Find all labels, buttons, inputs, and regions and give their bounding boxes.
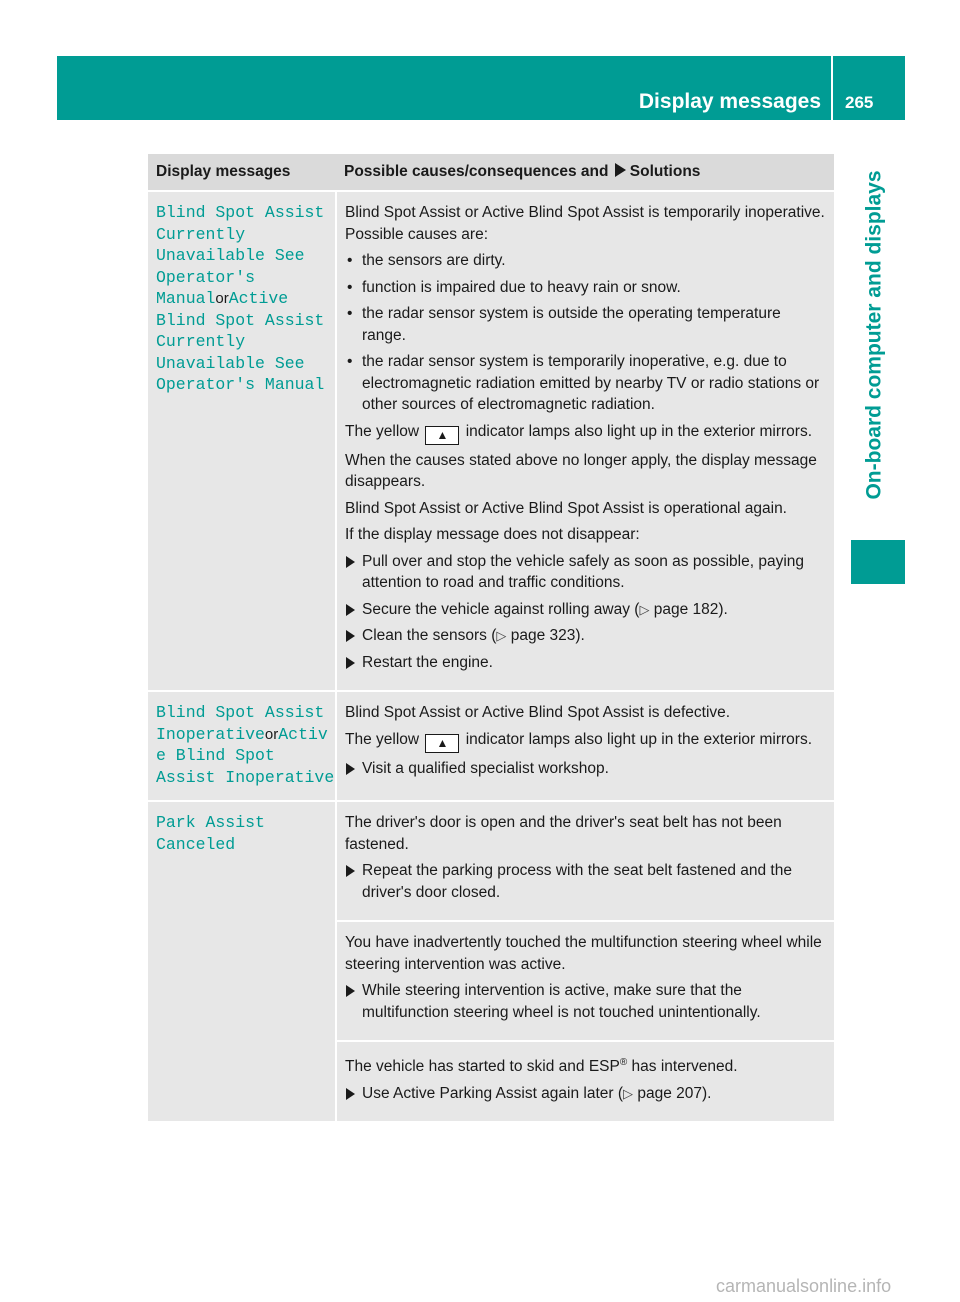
cause-bullet: • the radar sensor system is temporarily inoperative, e.g. due to electromagnetic radiation emitted by nearby TV or radio stations or other sources of electromagnetic radiation. — [345, 351, 826, 416]
message-line: e Blind Spot — [156, 746, 275, 765]
page-reference-arrow-icon: ▷ — [623, 1085, 634, 1101]
blind-spot-warning-icon: ▲ — [425, 426, 459, 445]
instruction-step — [345, 1083, 826, 1105]
indicator-note — [345, 421, 826, 445]
col-header-causes-label: Possible causes/consequences and — [344, 163, 609, 180]
message-line: Assist Inoperative — [156, 767, 335, 787]
instruction-step: Restart the engine. — [345, 652, 826, 674]
message-cell — [148, 691, 336, 801]
page-number: 265 — [845, 93, 874, 112]
display-message-text — [156, 702, 335, 788]
instruction-step: Visit a qualified specialist workshop. — [345, 758, 826, 780]
indicator-note — [345, 729, 826, 753]
display-message-text — [156, 812, 327, 855]
page-reference-arrow-icon: ▷ — [496, 628, 507, 643]
message-line: Operator's — [156, 267, 256, 287]
message-line: Blind Spot Assist — [156, 203, 325, 222]
side-chapter-label: On-board computer and displays — [863, 170, 886, 500]
message-line: Operator's Manual — [156, 375, 325, 394]
causes-cell — [336, 691, 834, 801]
page-header-bar — [57, 56, 905, 120]
message-fragment: Activ — [278, 724, 328, 744]
not-disappear-note: If the display message does not disappear: — [345, 526, 640, 543]
message-line — [156, 724, 327, 746]
instruction-step — [345, 599, 826, 621]
causes-cell — [336, 1041, 834, 1122]
registered-mark: ® — [619, 1057, 628, 1068]
instruction-step: Repeat the parking process with the seat belt fastened and the driver's door closed. — [345, 860, 826, 903]
causes-cell — [336, 801, 834, 921]
cause-text-pre: The vehicle has started to skid and ESP — [345, 1058, 620, 1076]
instruction-step: While steering intervention is active, make sure that the multifunction steering wheel is not touched unintentionally. — [345, 980, 826, 1023]
message-cell — [148, 801, 336, 1122]
message-line: Blind Spot Assist — [156, 310, 325, 330]
message-fragment: Inoperative — [156, 724, 265, 744]
header-divider — [831, 56, 833, 120]
message-line: Canceled — [156, 834, 236, 854]
table-row — [148, 191, 834, 691]
causes-cell — [336, 921, 834, 1041]
display-message-text — [156, 202, 327, 396]
indicator-note-post: indicator lamps also light up in the exterior mirrors. — [465, 730, 813, 748]
cause-text: You have inadvertently touched the multifunction steering wheel while steering intervention was active. — [345, 934, 822, 973]
indicator-note-pre: The yellow — [345, 422, 420, 440]
blind-spot-warning-icon: ▲ — [425, 734, 459, 753]
message-fragment: Active — [228, 289, 289, 308]
table-row — [148, 691, 834, 801]
message-or: or — [264, 725, 279, 743]
cause-text — [345, 1052, 826, 1078]
message-line: Blind Spot Assist — [156, 703, 325, 722]
watermark-text: carmanualsonline.info — [716, 1276, 892, 1296]
operational-note: Blind Spot Assist or Active Blind Spot Assist is operational again. — [345, 499, 787, 517]
col-header-solutions-label: Solutions — [629, 163, 701, 180]
col-header-messages: Display messages — [148, 154, 336, 191]
message-or: or — [215, 290, 229, 307]
page-reference-link[interactable]: page 207). — [637, 1084, 712, 1102]
step-text: Use Active Parking Assist again later ( — [362, 1084, 624, 1102]
instruction-step — [345, 625, 826, 647]
message-line: Unavailable See — [156, 246, 305, 265]
cause-text: The driver's door is open and the driver's seat belt has not been fastened. — [345, 814, 782, 853]
col-header-causes — [336, 154, 834, 191]
cause-bullet: • the sensors are dirty. — [345, 250, 826, 272]
cause-text-post: has intervened. — [631, 1058, 738, 1076]
page-section-title: Display messages — [638, 90, 821, 113]
side-thumb-marker — [851, 540, 905, 584]
causes-cell — [336, 191, 834, 691]
instruction-step: Pull over and stop the vehicle safely as soon as possible, paying attention to road and traffic conditions. — [345, 551, 826, 594]
page-reference-link[interactable]: page 323). — [510, 627, 585, 644]
message-fragment: Manual — [156, 289, 216, 308]
step-text: Clean the sensors ( — [362, 627, 497, 644]
message-line: Currently — [156, 224, 246, 244]
side-chapter-tab — [845, 130, 905, 540]
indicator-note-post: indicator lamps also light up in the exterior mirrors. — [465, 422, 813, 440]
cause-bullet: • function is impaired due to heavy rain or snow. — [345, 277, 826, 299]
message-line: Currently — [156, 332, 246, 351]
disappear-note: When the causes stated above no longer apply, the display message disappears. — [345, 451, 817, 490]
defective-note: Blind Spot Assist or Active Blind Spot Assist is defective. — [345, 704, 731, 721]
table-header-row — [148, 154, 834, 191]
page-reference-link[interactable]: page 182). — [653, 600, 728, 618]
cause-intro: Blind Spot Assist or Active Blind Spot Assist is temporarily inoperative. Possible causes are: — [345, 204, 825, 243]
cause-bullet: • the radar sensor system is outside the operating temperature range. — [345, 303, 826, 346]
indicator-note-pre: The yellow — [345, 730, 420, 748]
page-reference-arrow-icon: ▷ — [639, 601, 650, 617]
message-cell — [148, 191, 336, 691]
message-line: Park Assist — [156, 813, 265, 832]
message-line: Unavailable See — [156, 353, 305, 373]
table-row — [148, 801, 834, 921]
message-line — [156, 288, 327, 310]
display-messages-table — [148, 154, 834, 1123]
step-text: Secure the vehicle against rolling away ( — [362, 600, 640, 618]
solution-arrow-icon — [615, 163, 626, 177]
